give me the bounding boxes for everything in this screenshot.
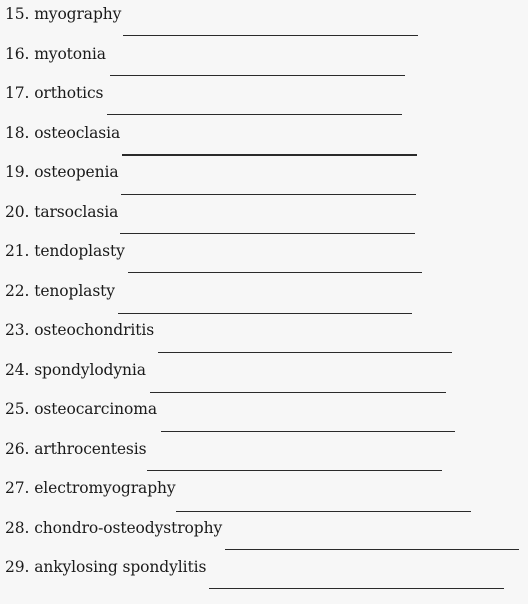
answer-line[interactable] (225, 549, 519, 550)
item-label (5, 439, 147, 459)
item-label (5, 162, 118, 182)
answer-line[interactable] (128, 272, 422, 273)
answer-line[interactable] (118, 313, 412, 314)
worksheet-item (0, 435, 528, 475)
item-label (5, 399, 157, 419)
worksheet-item (0, 119, 528, 159)
answer-line[interactable] (209, 588, 504, 589)
item-label (5, 518, 222, 538)
item-number: 20. (5, 203, 30, 221)
item-term: myography (34, 5, 122, 23)
worksheet-item (0, 356, 528, 396)
item-term: arthrocentesis (34, 440, 147, 458)
answer-line[interactable] (147, 470, 442, 471)
item-label (5, 123, 120, 143)
item-label (5, 44, 106, 64)
item-number: 16. (5, 45, 30, 63)
item-label (5, 360, 146, 380)
item-label (5, 478, 176, 498)
answer-line[interactable] (161, 431, 455, 432)
answer-line[interactable] (121, 194, 416, 195)
worksheet-item (0, 79, 528, 119)
answer-line[interactable] (110, 75, 405, 76)
item-number: 18. (5, 124, 30, 142)
item-label (5, 83, 103, 103)
item-number: 19. (5, 163, 30, 181)
item-number: 28. (5, 519, 30, 537)
item-number: 21. (5, 242, 30, 260)
item-number: 24. (5, 361, 30, 379)
answer-line[interactable] (176, 511, 471, 512)
answer-line[interactable] (122, 154, 417, 156)
item-label (5, 281, 115, 301)
answer-line[interactable] (120, 233, 415, 234)
answer-line[interactable] (150, 392, 446, 393)
worksheet-item (0, 0, 528, 40)
item-label (5, 557, 206, 577)
item-term: chondro-osteodystrophy (34, 519, 223, 537)
item-term: tarsoclasia (34, 203, 119, 221)
answer-line[interactable] (123, 35, 418, 36)
item-term: tendoplasty (34, 242, 125, 260)
worksheet-item (0, 237, 528, 277)
item-term: myotonia (34, 45, 106, 63)
item-label (5, 4, 121, 24)
item-label (5, 202, 118, 222)
answer-line[interactable] (107, 114, 402, 115)
item-number: 26. (5, 440, 30, 458)
item-number: 29. (5, 558, 30, 576)
item-number: 17. (5, 84, 30, 102)
item-term: spondylodynia (34, 361, 146, 379)
worksheet-item (0, 514, 528, 554)
item-number: 22. (5, 282, 30, 300)
item-number: 23. (5, 321, 30, 339)
item-number: 15. (5, 5, 30, 23)
item-term: osteopenia (34, 163, 119, 181)
item-term: ankylosing spondylitis (34, 558, 207, 576)
item-label (5, 320, 154, 340)
worksheet-item (0, 474, 528, 514)
item-label (5, 241, 125, 261)
item-number: 25. (5, 400, 30, 418)
answer-line[interactable] (158, 352, 452, 353)
item-number: 27. (5, 479, 30, 497)
item-term: osteochondritis (34, 321, 155, 339)
worksheet-item (0, 198, 528, 238)
item-term: orthotics (34, 84, 104, 102)
item-term: osteocarcinoma (34, 400, 158, 418)
item-term: osteoclasia (34, 124, 121, 142)
item-term: electromyography (34, 479, 176, 497)
worksheet-item (0, 316, 528, 356)
item-term: tenoplasty (34, 282, 115, 300)
worksheet-item (0, 395, 528, 435)
worksheet-item (0, 158, 528, 198)
worksheet-item (0, 277, 528, 317)
worksheet-item (0, 40, 528, 80)
worksheet-item (0, 553, 528, 593)
